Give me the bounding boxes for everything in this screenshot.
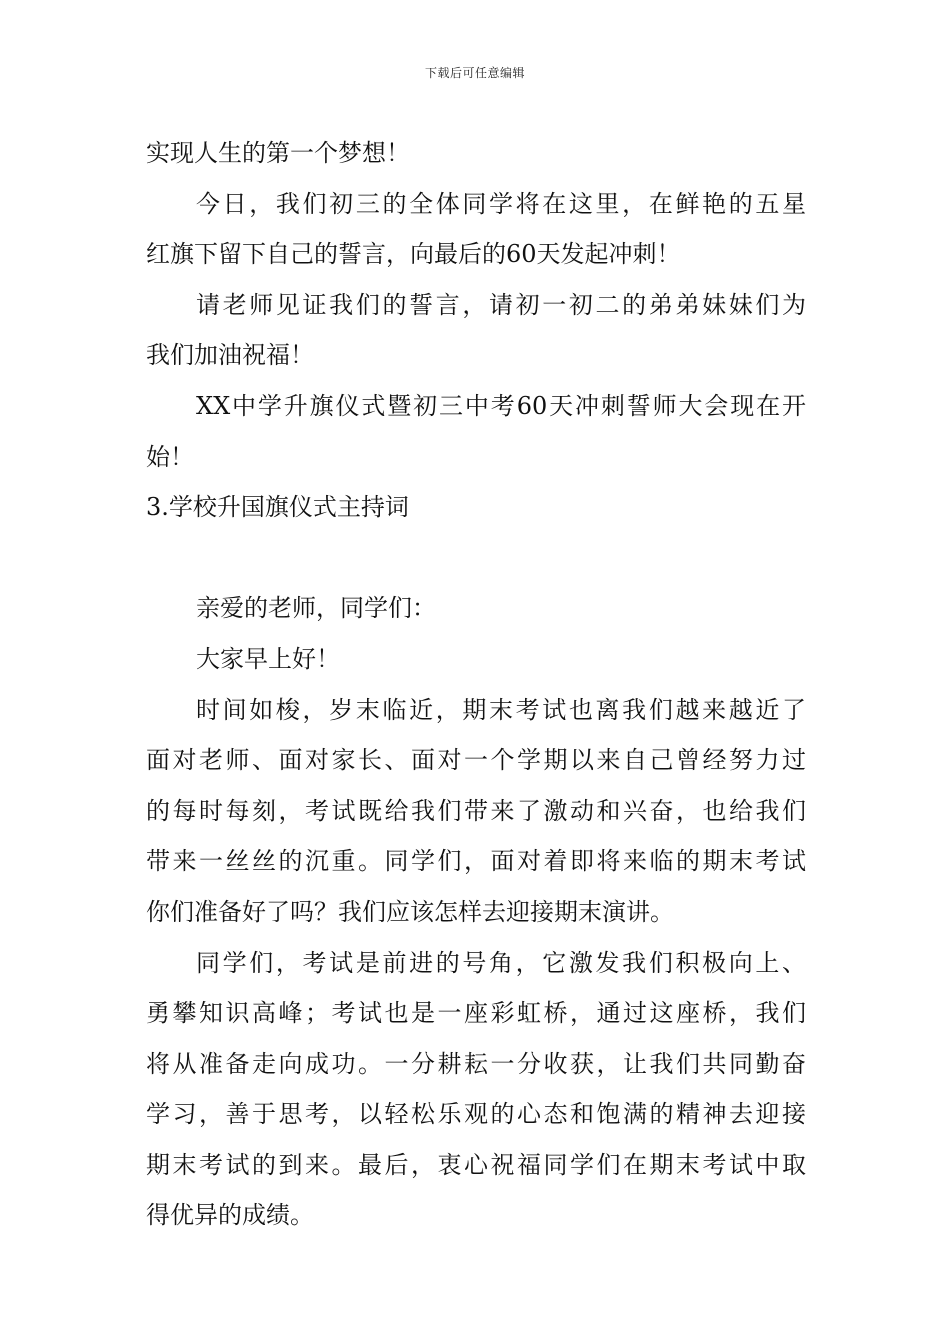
text-line: 实现人生的第一个梦想！ xyxy=(146,139,410,167)
text-line: 红旗下留下自己的誓言，向最后的60天发起冲刺！ xyxy=(146,240,681,269)
page-header-note: 下载后可任意编辑 xyxy=(424,66,525,80)
paragraph-line: 同学们，考试是前进的号角，它激发我们积极向上、 xyxy=(196,948,806,977)
text-line: 的每时每刻，考试既给我们带来了激动和兴奋，也给我们 xyxy=(146,796,806,825)
paragraph-line: 时间如梭，岁末临近，期末考试也离我们越来越近了 xyxy=(196,695,806,724)
text-line: 期末考试的到来。最后，衷心祝福同学们在期末考试中取 xyxy=(146,1150,806,1179)
paragraph-line: 今日，我们初三的全体同学将在这里，在鲜艳的五星 xyxy=(196,189,806,218)
text-line: 将从准备走向成功。一分耕耘一分收获，让我们共同勤奋 xyxy=(146,1049,806,1078)
document-body xyxy=(146,128,806,1241)
salutation-line: 亲爱的老师，同学们： xyxy=(196,594,436,623)
text-line: 我们加油祝福！ xyxy=(146,341,314,370)
text-line: 始！ xyxy=(146,442,194,471)
greeting-line: 大家早上好！ xyxy=(196,644,340,673)
paragraph-line: 请老师见证我们的誓言，请初一初二的弟弟妹妹们为 xyxy=(196,290,806,319)
text-line: 勇攀知识高峰；考试也是一座彩虹桥，通过这座桥，我们 xyxy=(146,999,806,1028)
text-line: 面对老师、面对家长、面对一个学期以来自己曾经努力过 xyxy=(146,746,806,775)
text-line: 带来一丝丝的沉重。同学们，面对着即将来临的期末考试 xyxy=(146,847,806,876)
section-heading: 3.学校升国旗仪式主持词 xyxy=(146,493,409,522)
text-line: 得优异的成绩。 xyxy=(146,1201,314,1230)
blank-line xyxy=(146,533,806,584)
text-line: 你们准备好了吗？我们应该怎样去迎接期末演讲。 xyxy=(146,897,674,926)
text-line: 学习，善于思考，以轻松乐观的心态和饱满的精神去迎接 xyxy=(146,1100,806,1129)
paragraph-line: XX中学升旗仪式暨初三中考60天冲刺誓师大会现在开 xyxy=(196,391,806,420)
